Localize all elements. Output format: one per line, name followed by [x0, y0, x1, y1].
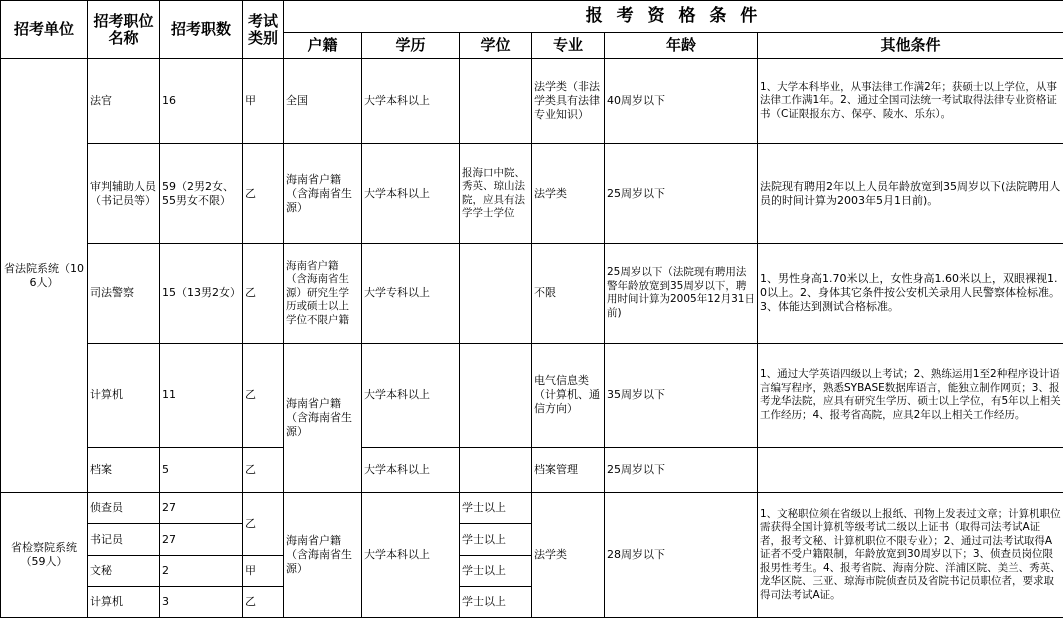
degree-cell	[460, 343, 532, 447]
degree-cell: 报海口中院、秀英、琼山法院，应具有法学学士学位	[460, 144, 532, 244]
position-cell: 计算机	[88, 343, 160, 447]
degree-cell	[460, 244, 532, 344]
major-cell: 电气信息类（计算机、通信方向）	[532, 343, 605, 447]
count-cell: 27	[160, 524, 243, 555]
household-cell: 海南省户籍（含海南省生源）	[284, 343, 362, 493]
major-cell: 不限	[532, 244, 605, 344]
age-cell: 25周岁以下	[605, 447, 758, 493]
header-other: 其他条件	[758, 33, 1063, 59]
position-cell: 法官	[88, 59, 160, 144]
count-cell: 16	[160, 59, 243, 144]
household-cell: 海南省户籍（含海南省生源）研究生学历或硕士以上学位不限户籍	[284, 244, 362, 344]
household-cell: 海南省户籍（含海南省生源）	[284, 144, 362, 244]
count-cell: 11	[160, 343, 243, 447]
age-cell: 35周岁以下	[605, 343, 758, 447]
age-cell: 25周岁以下（法院现有聘用法警年龄放宽到35周岁以下，聘用时间计算为2005年12月31日前)	[605, 244, 758, 344]
age-cell: 40周岁以下	[605, 59, 758, 144]
header-major: 专业	[532, 33, 605, 59]
unit-cell: 省法院系统（106人）	[1, 59, 88, 493]
unit-cell: 省检察院系统（59人）	[1, 493, 88, 618]
type-cell: 乙	[243, 586, 284, 617]
count-cell: 3	[160, 586, 243, 617]
type-cell: 乙	[243, 244, 284, 344]
table-row	[1, 59, 1063, 144]
household-cell: 海南省户籍（含海南省生源）	[284, 493, 362, 618]
table-row	[1, 244, 1063, 344]
age-cell: 28周岁以下	[605, 493, 758, 618]
header-degree: 学位	[460, 33, 532, 59]
count-cell: 2	[160, 555, 243, 586]
count-cell: 59（2男2女、55男女不限）	[160, 144, 243, 244]
education-cell: 大学专科以上	[362, 244, 460, 344]
major-cell: 法学类（非法学类具有法律专业知识）	[532, 59, 605, 144]
header-unit: 招考单位	[1, 1, 88, 59]
other-cell: 1、男性身高1.70米以上，女性身高1.60米以上，双眼裸视1.0以上。2、身体其它条件按公安机关录用人民警察体检标准。3、体能达到测试合格标准。	[758, 244, 1063, 344]
header-education: 学历	[362, 33, 460, 59]
other-cell: 1、通过大学英语四级以上考试；2、熟练运用1至2种程序设计语言编写程序，熟悉SYBASE数据库语言，能独立制作网页；3、报考龙华法院，应具有研究生学历、硕士以上学位，有5年以上相关工作经历；4、报考省高院，应具2年以上相关工作经历。	[758, 343, 1063, 447]
position-cell: 司法警察	[88, 244, 160, 344]
other-cell	[758, 447, 1063, 493]
major-cell: 档案管理	[532, 447, 605, 493]
age-cell: 25周岁以下	[605, 144, 758, 244]
table-row	[1, 447, 1063, 493]
header-count: 招考职数	[160, 1, 243, 59]
major-cell: 法学类	[532, 493, 605, 618]
degree-cell	[460, 59, 532, 144]
education-cell: 大学本科以上	[362, 493, 460, 618]
type-cell: 乙	[243, 144, 284, 244]
degree-cell: 学士以上	[460, 493, 532, 524]
position-cell: 审判辅助人员（书记员等）	[88, 144, 160, 244]
degree-cell: 学士以上	[460, 524, 532, 555]
count-cell: 27	[160, 493, 243, 524]
other-cell: 法院现有聘用2年以上人员年龄放宽到35周岁以下(法院聘用人员的时间计算为2003年5月1日前)。	[758, 144, 1063, 244]
position-cell: 文秘	[88, 555, 160, 586]
education-cell: 大学本科以上	[362, 59, 460, 144]
type-cell: 乙	[243, 447, 284, 493]
position-cell: 侦查员	[88, 493, 160, 524]
count-cell: 5	[160, 447, 243, 493]
type-cell: 甲	[243, 555, 284, 586]
table-row	[1, 493, 1063, 524]
position-cell: 档案	[88, 447, 160, 493]
table-row	[1, 343, 1063, 447]
header-age: 年龄	[605, 33, 758, 59]
other-cell: 1、大学本科毕业，从事法律工作满2年；获硕士以上学位，从事法律工作满1年。2、通过全国司法统一考试取得法律专业资格证书（C证限报东方、保亭、陵水、乐东）。	[758, 59, 1063, 144]
header-household: 户籍	[284, 33, 362, 59]
household-cell: 全国	[284, 59, 362, 144]
education-cell: 大学本科以上	[362, 343, 460, 447]
type-cell: 乙	[243, 493, 284, 555]
other-cell: 1、文秘职位须在省级以上报纸、刊物上发表过文章；计算机职位需获得全国计算机等级考试二级以上证书（取得司法考试A证者，报考文秘、计算机职位不限专业）；2、通过司法考试取得A证者不受户籍限制，年龄放宽到30周岁以下；3、侦查员岗位限报男性考生。4、报考省院、海南分院、洋浦区院、美兰、秀英、龙华区院、三亚、琼海市院侦查员及省院书记员职位者，要求取得司法考试A证。	[758, 493, 1063, 618]
degree-cell: 学士以上	[460, 555, 532, 586]
count-cell: 15（13男2女）	[160, 244, 243, 344]
type-cell: 乙	[243, 343, 284, 447]
position-cell: 书记员	[88, 524, 160, 555]
degree-cell	[460, 447, 532, 493]
major-cell: 法学类	[532, 144, 605, 244]
education-cell: 大学本科以上	[362, 447, 460, 493]
header-position: 招考职位名称	[88, 1, 160, 59]
position-cell: 计算机	[88, 586, 160, 617]
header-exam-type: 考试类别	[243, 1, 284, 59]
table-row	[1, 144, 1063, 244]
education-cell: 大学本科以上	[362, 144, 460, 244]
header-row-1	[1, 1, 1063, 33]
header-conditions: 报 考 资 格 条 件	[284, 1, 1063, 33]
degree-cell: 学士以上	[460, 586, 532, 617]
type-cell: 甲	[243, 59, 284, 144]
